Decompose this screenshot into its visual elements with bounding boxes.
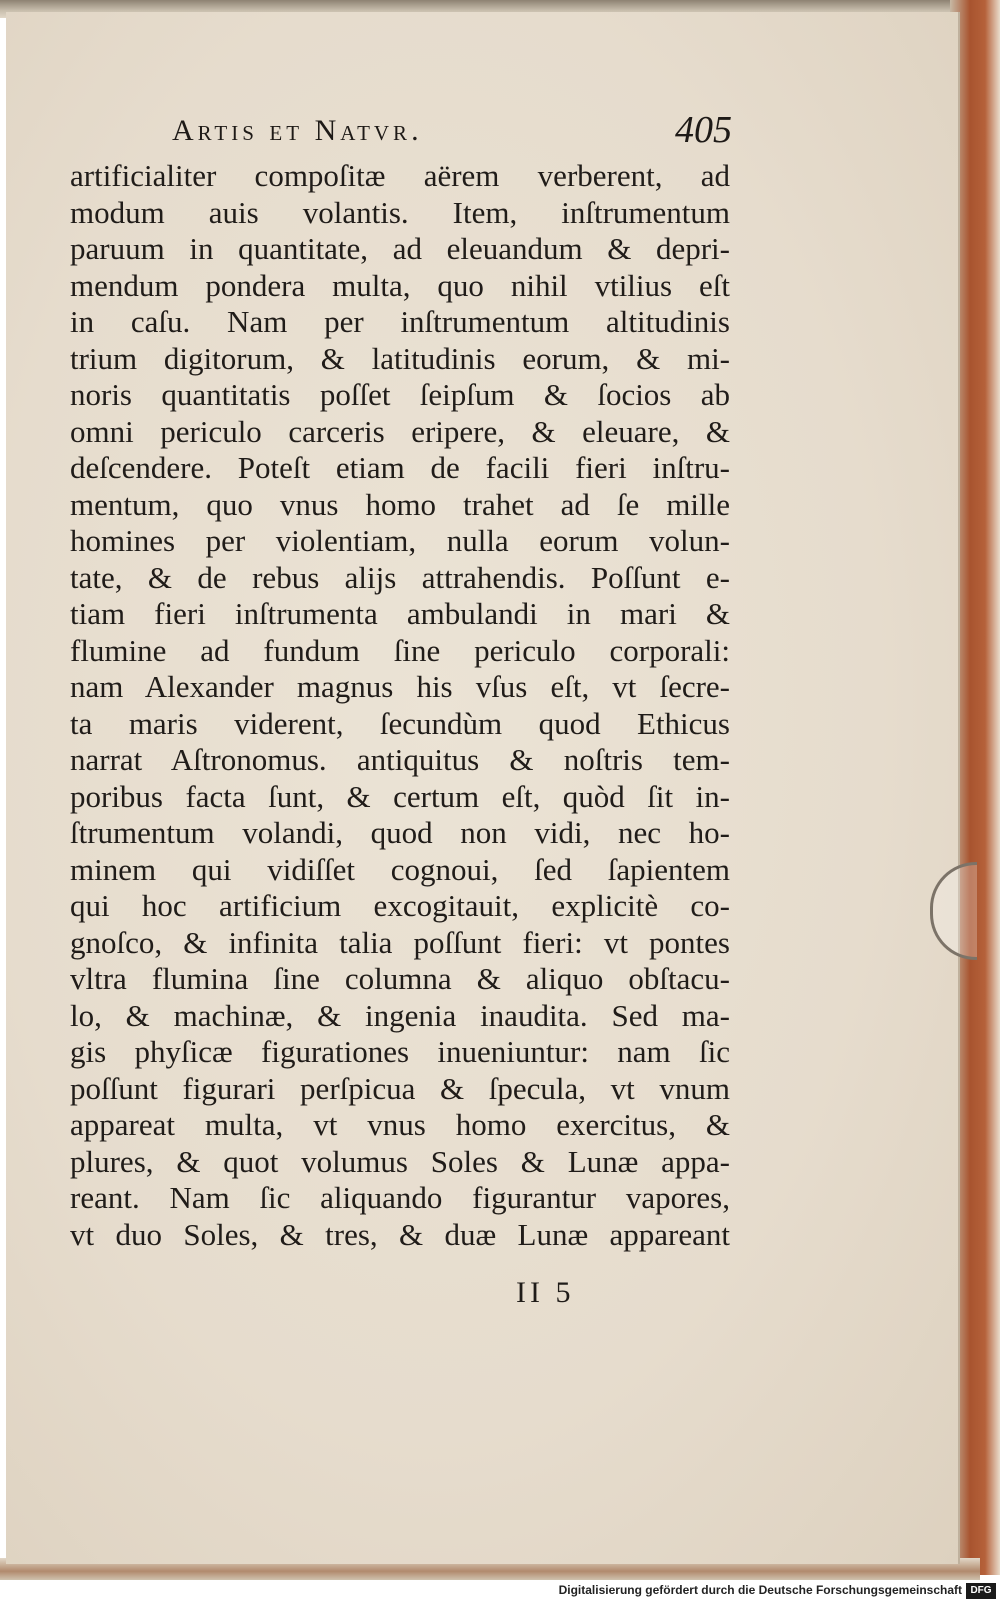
running-head	[172, 108, 732, 158]
text-line: ſtrumentum volandi, quod non vidi, nec ho-	[70, 815, 730, 850]
footer-credit: Digitalisierung gefördert durch die Deutsche Forschungsgemeinschaft	[558, 1583, 962, 1597]
text-line: nam Alexander magnus his vſus eſt, vt ſecre-	[70, 669, 730, 704]
body-text	[70, 158, 730, 1253]
text-line: deſcendere. Poteſt etiam de facili fieri inſtru-	[70, 450, 730, 485]
text-line: reant. Nam ſic aliquando figurantur vapores,	[70, 1180, 730, 1215]
text-line: gnoſco, & infinita talia poſſunt fieri: vt pontes	[70, 924, 730, 960]
text-line: flumine ad fundum ſine periculo corporali:	[70, 632, 730, 668]
dfg-logo-icon: DFG	[966, 1583, 996, 1599]
text-line: mendum pondera multa, quo nihil vtilius eſt	[70, 267, 730, 303]
signature-mark: II 5	[516, 1276, 575, 1309]
text-line: mentum, quo vnus homo trahet ad ſe mille	[70, 486, 730, 522]
text-line: gis phyſicæ figurationes inueniuntur: nam ſic	[70, 1034, 730, 1069]
text-line: noris quantitatis poſſet ſeipſum & ſocios ab	[70, 377, 730, 412]
text-line: poſſunt figurari perſpicua & ſpecula, vt vnum	[70, 1070, 730, 1106]
text-line: poribus facta ſunt, & certum eſt, quòd ſit in-	[70, 778, 730, 814]
text-line: qui hoc artificium excogitauit, explicitè co-	[70, 888, 730, 923]
text-line: tiam fieri inſtrumenta ambulandi in mari &	[70, 596, 730, 631]
text-line: homines per violentiam, nulla eorum volun-	[70, 523, 730, 558]
text-line: ta maris viderent, ſecundùm quod Ethicus	[70, 705, 730, 741]
text-line: trium digitorum, & latitudinis eorum, & mi-	[70, 340, 730, 376]
text-line: tate, & de rebus alijs attrahendis. Poſſunt e-	[70, 559, 730, 595]
text-line: lo, & machinæ, & ingenia inaudita. Sed ma-	[70, 997, 730, 1033]
text-line: modum auis volantis. Item, inſtrumentum	[70, 194, 730, 230]
text-line: omni periculo carceris eripere, & eleuare, &	[70, 413, 730, 449]
footer-bar	[0, 1580, 1000, 1604]
text-line: vltra flumina ſine columna & aliquo obſtacu-	[70, 961, 730, 996]
text-line: narrat Aſtronomus. antiquitus & noſtris tem-	[70, 742, 730, 777]
text-line: in caſu. Nam per inſtrumentum altitudinis	[70, 304, 730, 339]
running-head-title: Artis et Natvr.	[172, 114, 423, 147]
text-line: vt duo Soles, & tres, & duæ Lunæ appareant	[70, 1216, 730, 1252]
text-line: plures, & quot volumus Soles & Lunæ appa-	[70, 1143, 730, 1179]
text-line: appareat multa, vt vnus homo exercitus, &	[70, 1107, 730, 1142]
text-line: artificialiter compoſitæ aërem verberent, ad	[70, 158, 730, 193]
text-line: minem qui vidiſſet cognoui, ſed ſapientem	[70, 851, 730, 887]
page-number: 405	[675, 109, 732, 151]
text-line: paruum in quantitate, ad eleuandum & depri-	[70, 231, 730, 266]
